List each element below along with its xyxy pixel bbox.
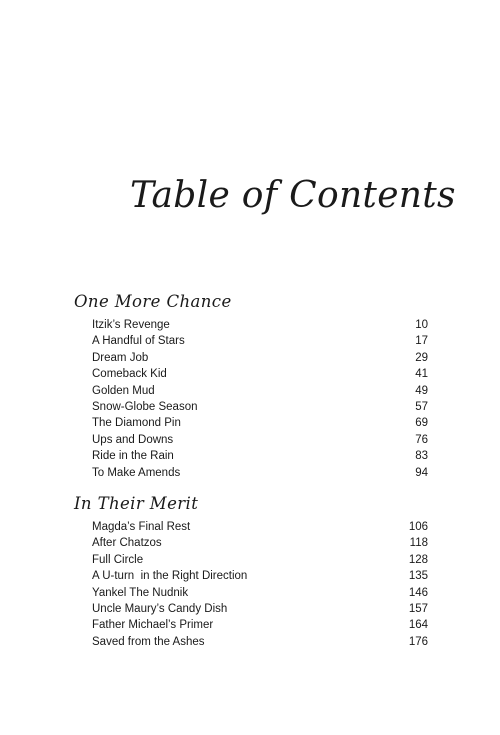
toc-section-one-more-chance (74, 290, 430, 481)
toc-entry[interactable] (92, 601, 430, 617)
toc-entry-page-number: 29 (415, 351, 428, 364)
toc-entry-title: To Make Amends (92, 466, 181, 479)
toc-entry-title: Dream Job (92, 351, 149, 364)
toc-entry-title: Uncle Maury’s Candy Dish (92, 602, 228, 615)
toc-entry-page-number: 164 (408, 619, 428, 632)
toc-entry-title: Comeback Kid (92, 368, 167, 381)
toc-entry-title: Yankel The Nudnik (92, 586, 189, 599)
toc-entry[interactable] (92, 399, 430, 415)
toc-entry-title: A Handful of Stars (92, 335, 185, 348)
toc-entry[interactable] (92, 519, 430, 535)
toc-entry[interactable] (92, 432, 430, 448)
toc-entry[interactable] (92, 568, 430, 584)
toc-entry-page-number: 135 (408, 570, 428, 583)
toc-entry-title: After Chatzos (92, 537, 162, 550)
toc-entry[interactable] (92, 617, 430, 633)
toc-entry[interactable] (92, 585, 430, 601)
toc-entry-page-number: 57 (415, 400, 428, 413)
toc-entry-page-number: 49 (415, 384, 428, 397)
toc-entry[interactable] (92, 465, 430, 481)
toc-entry-title: A U-turn in the Right Direction (92, 570, 248, 583)
toc-entry[interactable] (92, 634, 430, 650)
toc-entry-page-number: 146 (408, 586, 428, 599)
toc-entry-page-number: 10 (415, 319, 428, 331)
toc-entry-page-number: 94 (415, 466, 428, 479)
toc-section-in-their-merit (74, 492, 430, 650)
toc-entry-title: Magda’s Final Rest (92, 521, 191, 533)
toc-entry-page-number: 106 (408, 521, 428, 533)
toc-entry-list (74, 317, 430, 481)
toc-entry-page-number: 157 (408, 602, 428, 615)
toc-entry-page-number: 76 (415, 433, 428, 446)
toc-entry[interactable] (92, 366, 430, 382)
toc-entry-page-number: 69 (415, 417, 428, 430)
section-heading: In Their Merit (74, 494, 199, 513)
toc-entry[interactable] (92, 552, 430, 568)
toc-entry-title: Golden Mud (92, 384, 155, 397)
toc-entry-title: Ride in the Rain (92, 450, 174, 463)
toc-entry-title: The Diamond Pin (92, 417, 181, 430)
toc-entry-title: Father Michael’s Primer (92, 619, 214, 632)
toc-entry-page-number: 17 (415, 335, 428, 348)
toc-entry-title: Saved from the Ashes (92, 635, 205, 648)
page-title: Table of Contents (130, 175, 456, 216)
toc-entry-list (74, 519, 430, 650)
toc-entry-page-number: 128 (408, 553, 428, 566)
toc-entry-page-number: 83 (415, 450, 428, 463)
toc-entry[interactable] (92, 383, 430, 399)
toc-entry[interactable] (92, 333, 430, 349)
toc-entry-page-number: 41 (415, 368, 428, 381)
toc-entry[interactable] (92, 535, 430, 551)
toc-entry[interactable] (92, 350, 430, 366)
toc-entry-title: Snow-Globe Season (92, 400, 198, 413)
toc-entry-page-number: 118 (409, 537, 428, 550)
toc-entry-title: Full Circle (92, 553, 144, 566)
section-heading: One More Chance (74, 292, 232, 311)
toc-entry-page-number: 176 (408, 635, 428, 648)
toc-entry[interactable] (92, 317, 430, 333)
toc-entry-title: Ups and Downs (92, 433, 174, 446)
toc-entry-title: Itzik’s Revenge (92, 319, 170, 331)
toc-entry[interactable] (92, 415, 430, 431)
toc-entry[interactable] (92, 448, 430, 464)
